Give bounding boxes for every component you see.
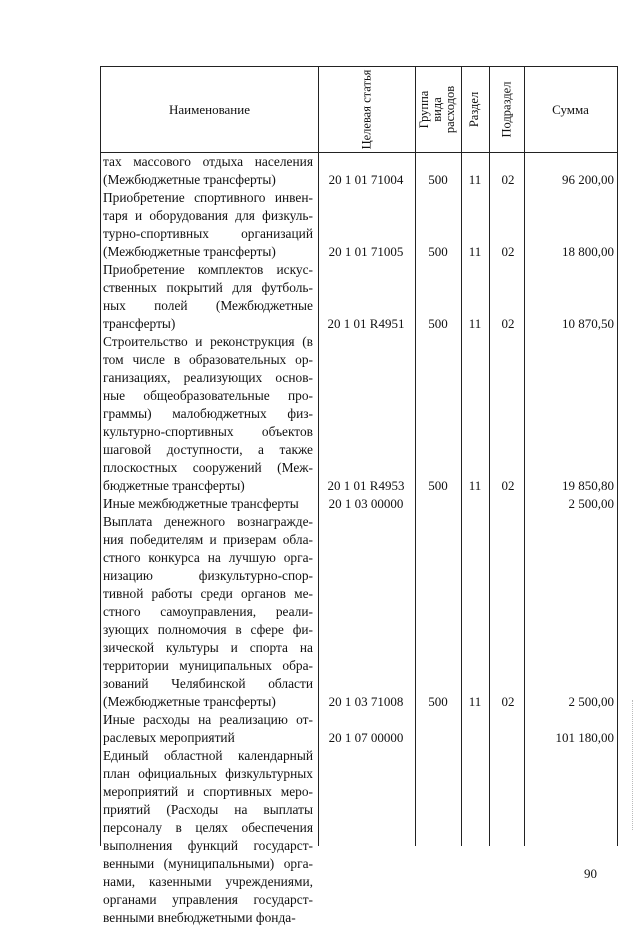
row-name-line: ные общеобразовательные про-	[103, 388, 313, 403]
header-group: Группа вида расходов	[417, 85, 458, 134]
row-name-line: мероприятий и спортивных меро-	[103, 784, 313, 799]
table-border-left	[100, 66, 101, 846]
row-name-line: зической культуры и спорта на	[103, 640, 313, 655]
row-group: 500	[428, 244, 448, 259]
row-sum: 2 500,00	[568, 694, 614, 709]
row-name-line: ных полей (Межбюджетные	[103, 298, 313, 313]
row-name-line: трансферты)	[103, 316, 176, 331]
row-name-line: приятий (Расходы на выплаты	[103, 802, 313, 817]
row-name-line: (Межбюджетные трансферты)	[103, 244, 276, 259]
row-name-line: нами, казенными учреждениями,	[103, 874, 313, 889]
row-section: 11	[468, 478, 482, 493]
header-target: Целевая статья	[359, 69, 373, 150]
row-subsection: 02	[501, 694, 515, 709]
row-name-line: культурно-спортивных объектов	[103, 424, 313, 439]
row-sum: 19 850,80	[562, 478, 614, 493]
row-subsection: 02	[501, 172, 515, 187]
row-name-line: Иные расходы на реализацию от-	[103, 712, 313, 727]
row-name-line: территории муниципальных обра-	[103, 658, 313, 673]
row-name-line: ния победителям и призерам обла-	[103, 532, 313, 547]
row-target-code: 20 1 03 00000	[328, 496, 404, 511]
row-name-line: граммы) малобюджетных физ-	[103, 406, 313, 421]
row-group: 500	[428, 694, 448, 709]
header-section: Раздел	[467, 91, 482, 128]
row-name-line: Приобретение спортивного инвен-	[103, 190, 313, 205]
row-target-code: 20 1 01 R4951	[327, 316, 405, 331]
row-name-line: таря и оборудования для физкуль-	[103, 208, 313, 223]
row-name-line: Приобретение комплектов искус-	[103, 262, 313, 277]
row-name-line: (Межбюджетные трансферты)	[103, 172, 276, 187]
row-name-line: план официальных физкультурных	[103, 766, 313, 781]
row-section: 11	[468, 694, 482, 709]
row-name	[103, 189, 313, 261]
row-name	[103, 153, 313, 189]
row-subsection: 02	[501, 478, 515, 493]
row-target-code: 20 1 07 00000	[328, 730, 404, 745]
row-group: 500	[428, 316, 448, 331]
row-subsection: 02	[501, 244, 515, 259]
header-sum: Сумма	[552, 101, 589, 117]
row-section: 11	[468, 172, 482, 187]
row-name-line: венными (муниципальными) орга-	[103, 856, 313, 871]
row-target-code: 20 1 01 71004	[328, 172, 404, 187]
row-name-line: тивной работы среди органов ме-	[103, 586, 313, 601]
row-name-line: Строительство и реконструкция (в	[103, 334, 313, 349]
row-group: 500	[428, 478, 448, 493]
row-name-line: бюджетные трансферты)	[103, 478, 245, 493]
row-sum: 2 500,00	[568, 496, 614, 511]
row-name	[103, 711, 313, 747]
table-divider	[318, 66, 319, 846]
row-name-line: Иные межбюджетные трансферты	[103, 496, 299, 511]
row-name-line: персоналу в целях обеспечения	[103, 820, 313, 835]
row-name-line: турно-спортивных организаций	[103, 226, 313, 241]
row-name-line: Единый областной календарный	[103, 748, 313, 763]
row-name-line: том числе в образовательных ор-	[103, 352, 313, 367]
row-name-line: (Межбюджетные трансферты)	[103, 694, 276, 709]
row-sum: 10 870,50	[562, 316, 614, 331]
row-name-line: шаговой доступности, а также	[103, 442, 313, 457]
row-name-line: стного конкурса на лучшую орга-	[103, 550, 313, 565]
row-subsection: 02	[501, 316, 515, 331]
scan-artifact	[632, 700, 634, 830]
row-name-line: стного самоуправления, реали-	[103, 604, 313, 619]
table-border-right	[617, 66, 618, 846]
header-subsection: Подраздел	[499, 81, 513, 138]
row-group: 500	[428, 172, 448, 187]
row-name-line: плоскостных сооружений (Меж-	[103, 460, 313, 475]
header-name: Наименование	[169, 101, 250, 117]
row-name	[103, 495, 313, 513]
row-name-line: венными внебюджетными фонда-	[103, 910, 296, 925]
row-name-line: тах массового отдыха населения	[103, 154, 313, 169]
row-sum: 101 180,00	[555, 730, 614, 745]
row-name-line: зований Челябинской области	[103, 676, 313, 691]
row-target-code: 20 1 01 R4953	[327, 478, 405, 493]
row-sum: 18 800,00	[562, 244, 614, 259]
row-name-line: Выплата денежного вознагражде-	[103, 514, 313, 529]
row-name	[103, 333, 313, 495]
table-divider	[489, 66, 490, 846]
row-name-line: органами управления государст-	[103, 892, 313, 907]
row-name-line: ственных покрытий для футболь-	[103, 280, 313, 295]
row-name-line: низацию физкультурно-спор-	[103, 568, 313, 583]
row-section: 11	[468, 316, 482, 331]
row-target-code: 20 1 03 71008	[328, 694, 404, 709]
page-number: 90	[584, 866, 597, 881]
row-sum: 96 200,00	[562, 172, 614, 187]
row-target-code: 20 1 01 71005	[328, 244, 404, 259]
row-name-line: раслевых мероприятий	[103, 730, 235, 745]
table-divider	[524, 66, 525, 846]
row-name-line: выполнения функций государст-	[103, 838, 313, 853]
row-name	[103, 513, 313, 711]
row-name-line: зующих полномочия в сфере фи-	[103, 622, 313, 637]
row-name-line: ганизациях, реализующих основ-	[103, 370, 313, 385]
row-section: 11	[468, 244, 482, 259]
row-name	[103, 261, 313, 333]
row-name	[103, 747, 313, 927]
